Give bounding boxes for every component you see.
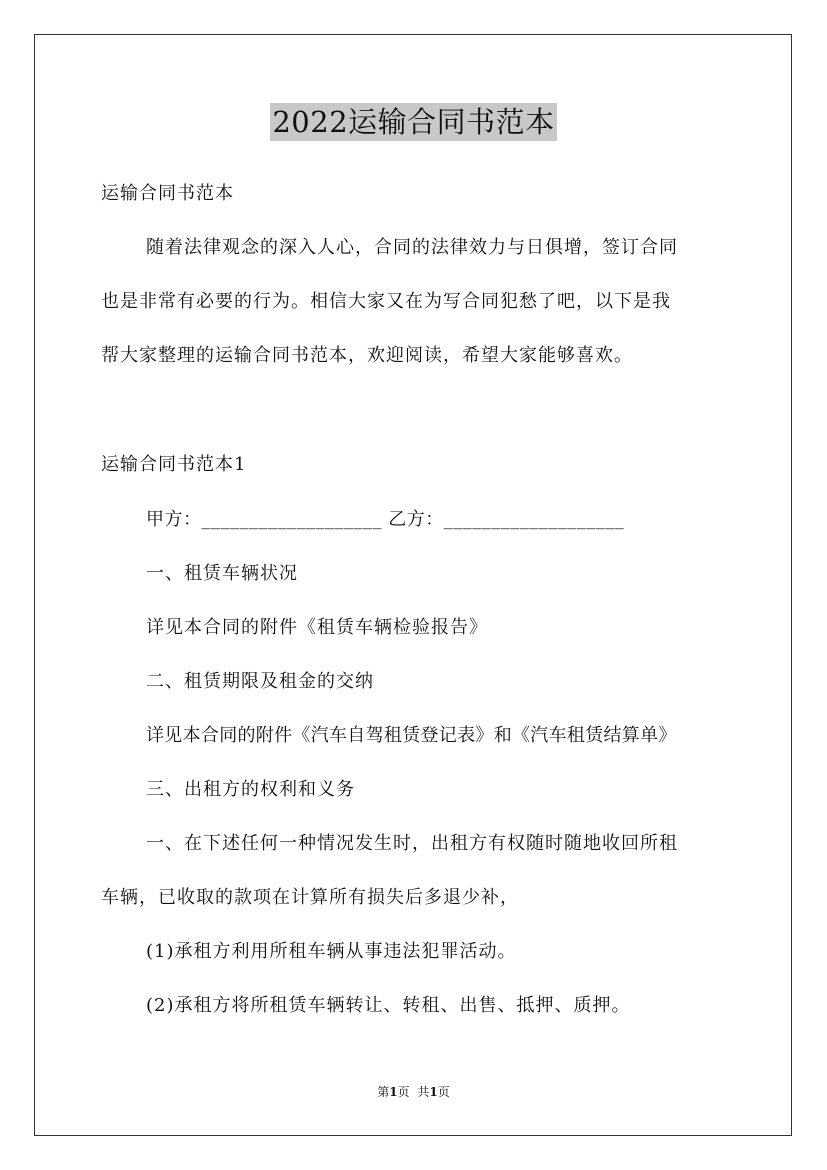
section-heading: 运输合同书范本1 <box>101 454 247 475</box>
footer-total-number: 1 <box>429 1085 438 1099</box>
clause-heading: 二、租赁期限及租金的交纳 <box>146 671 374 692</box>
page-footer <box>0 1084 827 1100</box>
paragraph-line: 帮大家整理的运输合同书范本，欢迎阅读，希望大家能够喜欢。 <box>101 345 633 366</box>
paragraph-line: 也是非常有必要的行为。相信大家又在为写合同犯愁了吧，以下是我 <box>101 291 671 312</box>
clause-text: 车辆，已收取的款项在计算所有损失后多退少补， <box>101 887 519 908</box>
clause-heading: 三、出租方的权利和义务 <box>146 779 355 800</box>
footer-page-prefix: 第 <box>377 1085 390 1099</box>
footer-page-suffix: 页 <box>397 1085 410 1099</box>
footer-total-suffix: 页 <box>437 1085 450 1099</box>
footer-total-prefix: 共 <box>417 1085 430 1099</box>
footer-page-number: 1 <box>389 1085 398 1099</box>
clause-item: (1)承租方利用所租车辆从事违法犯罪活动。 <box>146 941 517 962</box>
clause-text: 详见本合同的附件《汽车自驾租赁登记表》和《汽车租赁结算单》 <box>146 725 677 746</box>
clause-text: 一、在下述任何一种情况发生时，出租方有权随时随地收回所租 <box>146 833 678 854</box>
clause-item: (2)承租方将所租赁车辆转让、转租、出售、抵押、质押。 <box>146 995 631 1016</box>
document-title-wrap <box>0 103 827 141</box>
clause-text: 详见本合同的附件《租赁车辆检验报告》 <box>146 617 488 638</box>
document-title: 2022运输合同书范本 <box>272 105 555 139</box>
paragraph-line: 随着法律观念的深入人心，合同的法律效力与日俱增，签订合同 <box>146 237 678 258</box>
clause-heading: 一、租赁车辆状况 <box>146 563 298 584</box>
party-line: 甲方：___________________ 乙方：___________________ <box>146 509 625 530</box>
section-heading: 运输合同书范本 <box>101 183 234 204</box>
